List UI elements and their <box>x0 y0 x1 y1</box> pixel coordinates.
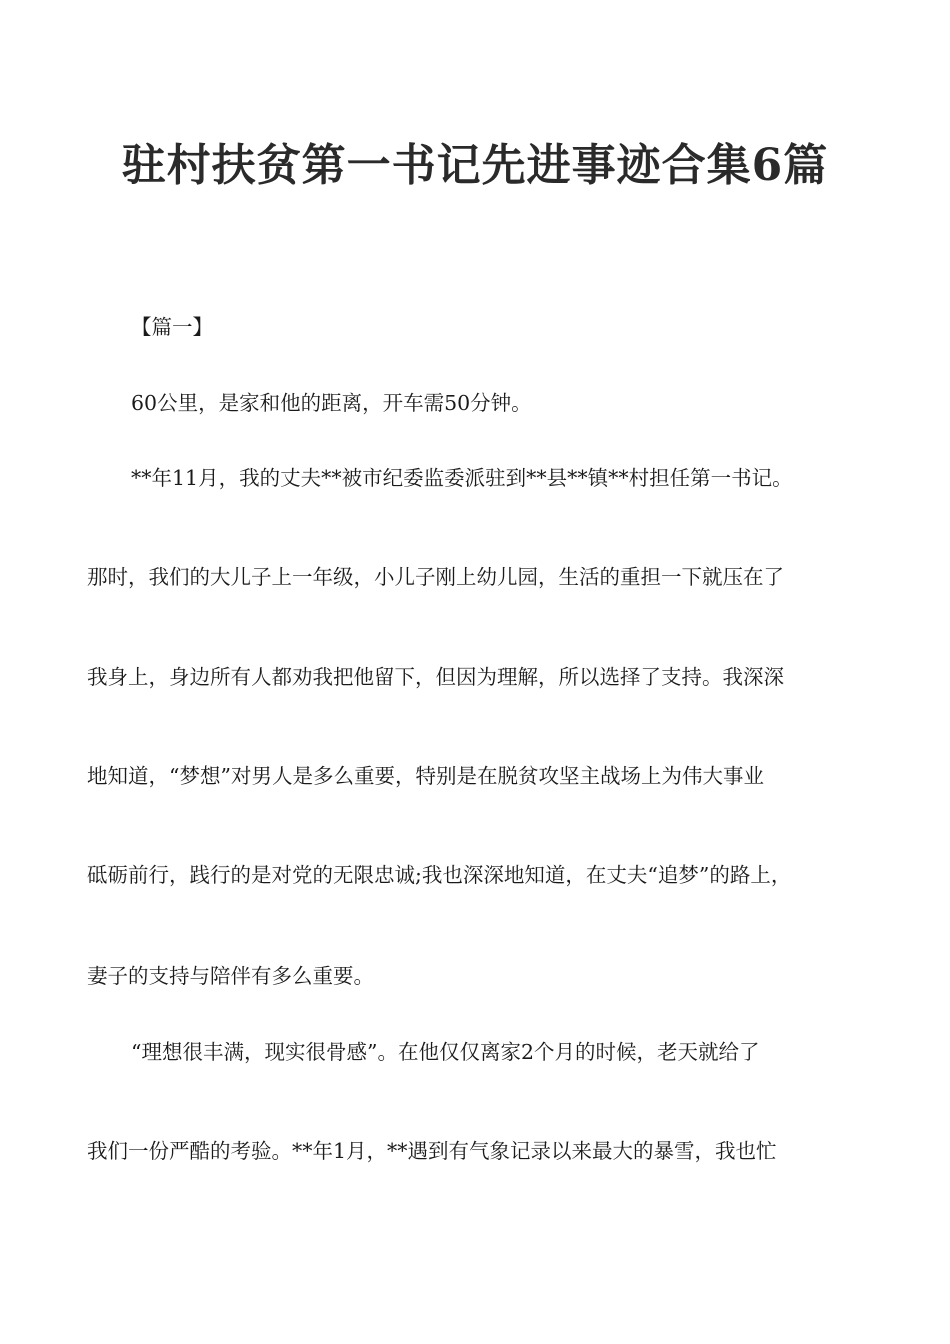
paragraph-line: 60公里，是家和他的距离，开车需50分钟。 <box>131 391 532 415</box>
paragraph-line: 砥砺前行，践行的是对党的无限忠诚;我也深深地知道，在丈夫“追梦”的路上， <box>87 863 792 887</box>
paragraph-line: 我们一份严酷的考验。**年1月，**遇到有气象记录以来最大的暴雪，我也忙 <box>87 1139 777 1163</box>
paragraph-line: 妻子的支持与陪伴有多么重要。 <box>87 964 374 988</box>
section-heading: 【篇一】 <box>131 315 213 339</box>
paragraph-line: 我身上，身边所有人都劝我把他留下，但因为理解，所以选择了支持。我深深 <box>87 665 784 689</box>
document-title: 驻村扶贫第一书记先进事迹合集6篇 <box>121 140 829 191</box>
paragraph-line: 地知道，“梦想”对男人是多么重要，特别是在脱贫攻坚主战场上为伟大事业 <box>87 764 764 788</box>
paragraph-line: “理想很丰满，现实很骨感”。在他仅仅离家2个月的时候，老天就给了 <box>131 1040 760 1064</box>
paragraph-line: 那时，我们的大儿子上一年级，小儿子刚上幼儿园，生活的重担一下就压在了 <box>87 565 784 589</box>
paragraph-line: **年11月，我的丈夫**被市纪委监委派驻到**县**镇**村担任第一书记。 <box>131 466 793 490</box>
